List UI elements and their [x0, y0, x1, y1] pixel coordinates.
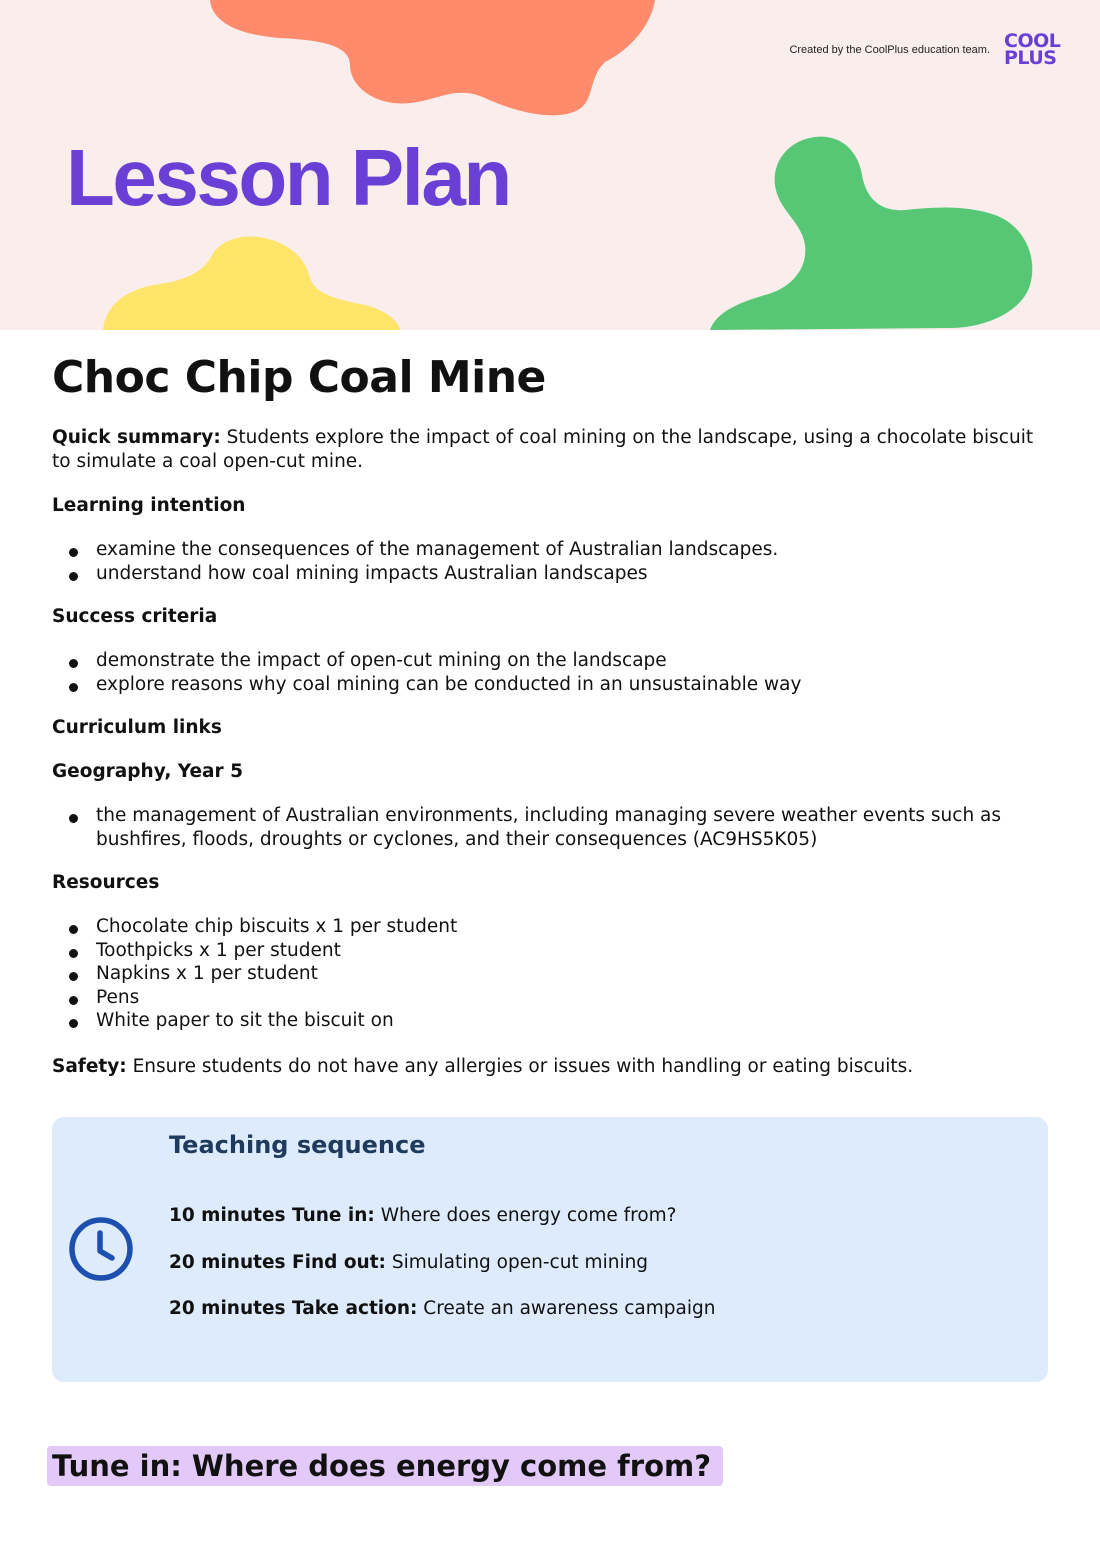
lesson-content	[52, 348, 1052, 1079]
credit-text: Created by the CoolPlus education team.	[789, 44, 990, 56]
list-item: White paper to sit the biscuit on	[52, 1009, 1052, 1033]
summary-label: Quick summary:	[52, 427, 221, 448]
sequence-item-label: 20 minutes Take action:	[169, 1298, 418, 1319]
orange-blob	[210, 0, 655, 115]
logo-line-1: COOL	[1004, 30, 1061, 52]
teaching-sequence-title: Teaching sequence	[169, 1131, 426, 1159]
list-item: demonstrate the impact of open-cut mining on the landscape	[52, 649, 1052, 673]
logo-line-2: PLUS	[1004, 47, 1057, 69]
safety-text: Ensure students do not have any allergies or issues with handling or eating biscuits.	[126, 1055, 914, 1077]
sequence-item-tune-in	[169, 1204, 677, 1228]
resources-list	[52, 915, 1052, 1033]
safety-note	[52, 1055, 1052, 1079]
learning-intention-list	[52, 538, 1052, 585]
sequence-item-label: 20 minutes Find out:	[169, 1252, 386, 1273]
lesson-plan-title: Lesson Plan	[66, 133, 510, 222]
summary-text: Students explore the impact of coal mining on the landscape, using a chocolate biscuit to simulate a coal open-cut mine.	[52, 427, 1034, 472]
list-item: understand how coal mining impacts Australian landscapes	[52, 562, 1052, 586]
green-blob	[710, 137, 1032, 330]
sequence-item-find-out	[169, 1251, 648, 1275]
resources-heading: Resources	[52, 872, 160, 893]
curriculum-links-heading: Curriculum links	[52, 717, 222, 738]
sequence-item-text: Create an awareness campaign	[417, 1298, 716, 1319]
header-banner	[0, 0, 1100, 330]
tune-in-section-heading: Tune in: Where does energy come from?	[47, 1446, 723, 1486]
list-item: Pens	[52, 986, 1052, 1010]
sequence-item-text: Simulating open-cut mining	[385, 1252, 649, 1273]
list-item: Toothpicks x 1 per student	[52, 939, 1052, 963]
curriculum-subheading: Geography, Year 5	[52, 761, 243, 782]
safety-label: Safety:	[52, 1055, 127, 1077]
list-item: explore reasons why coal mining can be conducted in an unsustainable way	[52, 673, 1052, 697]
sequence-item-label: 10 minutes Tune in:	[169, 1205, 375, 1226]
learning-intention-heading: Learning intention	[52, 495, 246, 516]
document-title: Choc Chip Coal Mine	[52, 352, 546, 403]
quick-summary	[52, 426, 1052, 474]
teaching-sequence-box	[52, 1117, 1048, 1382]
sequence-item-take-action	[169, 1297, 715, 1321]
success-criteria-heading: Success criteria	[52, 606, 218, 627]
coolplus-logo	[1004, 30, 1068, 69]
list-item: Chocolate chip biscuits x 1 per student	[52, 915, 1052, 939]
curriculum-list	[52, 804, 1052, 851]
list-item: examine the consequences of the management of Australian landscapes.	[52, 538, 1052, 562]
list-item: the management of Australian environments, including managing severe weather events such as bushfires, floods, droughts or cyclones, and their consequences (AC9HS5K05)	[52, 804, 1052, 851]
sequence-item-text: Where does energy come from?	[374, 1205, 677, 1226]
clock-icon	[67, 1215, 135, 1283]
list-item: Napkins x 1 per student	[52, 962, 1052, 986]
success-criteria-list	[52, 649, 1052, 696]
yellow-blob	[103, 236, 400, 330]
